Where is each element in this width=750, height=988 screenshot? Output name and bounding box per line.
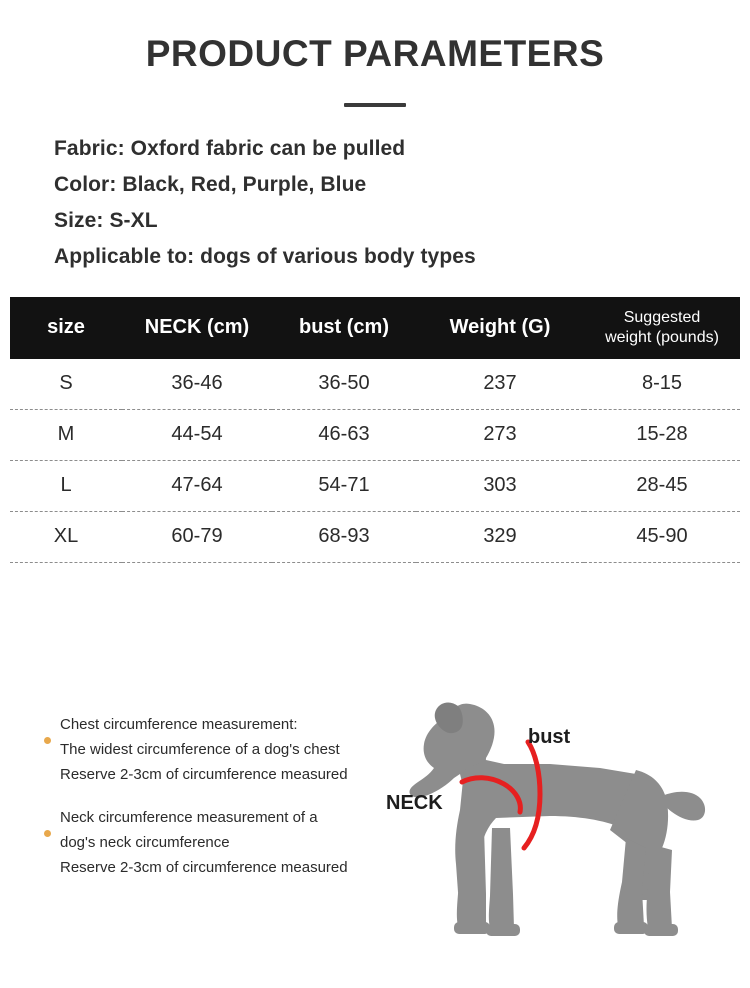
cell-bust: 68-93 bbox=[272, 511, 416, 562]
size-table bbox=[10, 297, 740, 563]
note-chest-line-2: The widest circumference of a dog's chest bbox=[60, 741, 340, 758]
col-header-weight: Weight (G) bbox=[449, 316, 551, 339]
label-neck: NECK bbox=[386, 792, 443, 814]
spec-item-size: Size: S-XL bbox=[54, 208, 158, 232]
note-neck-line-2: dog's neck circumference bbox=[60, 834, 230, 851]
cell-bust: 46-63 bbox=[272, 409, 416, 460]
table-header-row bbox=[10, 297, 740, 359]
measurement-notes bbox=[42, 712, 422, 898]
note-neck-line-3: Reserve 2-3cm of circumference measured bbox=[60, 859, 348, 876]
col-header-suggested-weight-line1: Suggested bbox=[623, 308, 701, 326]
size-table-head bbox=[10, 297, 740, 359]
cell-size: M bbox=[10, 409, 122, 460]
note-chest-line-3: Reserve 2-3cm of circumference measured bbox=[60, 766, 348, 783]
table-row bbox=[10, 409, 740, 460]
table-row bbox=[10, 359, 740, 410]
cell-neck: 36-46 bbox=[122, 359, 272, 410]
bullet-icon bbox=[44, 737, 51, 744]
cell-neck: 60-79 bbox=[122, 511, 272, 562]
cell-neck: 44-54 bbox=[122, 409, 272, 460]
cell-neck: 47-64 bbox=[122, 460, 272, 511]
label-bust: bust bbox=[528, 726, 571, 748]
cell-weight: 329 bbox=[416, 511, 584, 562]
note-chest bbox=[42, 712, 422, 787]
cell-weight: 273 bbox=[416, 409, 584, 460]
cell-suggested-weight: 8-15 bbox=[584, 359, 740, 410]
col-header-neck: NECK (cm) bbox=[144, 316, 250, 339]
cell-size: XL bbox=[10, 511, 122, 562]
col-header-suggested-weight bbox=[584, 297, 740, 359]
spec-item-color: Color: Black, Red, Purple, Blue bbox=[54, 172, 367, 196]
col-header-size: size bbox=[47, 316, 85, 339]
spec-item-fabric: Fabric: Oxford fabric can be pulled bbox=[54, 136, 406, 160]
cell-bust: 36-50 bbox=[272, 359, 416, 410]
cell-bust: 54-71 bbox=[272, 460, 416, 511]
cell-size: S bbox=[10, 359, 122, 410]
dog-diagram bbox=[386, 678, 740, 978]
spec-list bbox=[0, 131, 750, 275]
note-neck-line-1: Neck circumference measurement of a bbox=[60, 809, 318, 826]
cell-suggested-weight: 28-45 bbox=[584, 460, 740, 511]
cell-weight: 303 bbox=[416, 460, 584, 511]
table-row bbox=[10, 460, 740, 511]
spec-item-applicable: Applicable to: dogs of various body types bbox=[54, 244, 476, 268]
measurement-guide-section bbox=[0, 668, 750, 988]
note-chest-line-1: Chest circumference measurement: bbox=[60, 716, 298, 733]
bullet-icon bbox=[44, 830, 51, 837]
size-table-wrapper bbox=[0, 297, 750, 563]
cell-weight: 237 bbox=[416, 359, 584, 410]
size-table-body bbox=[10, 359, 740, 563]
cell-size: L bbox=[10, 460, 122, 511]
dog-silhouette-icon bbox=[400, 678, 740, 978]
col-header-suggested-weight-line2: weight (pounds) bbox=[605, 328, 719, 346]
table-row bbox=[10, 511, 740, 562]
cell-suggested-weight: 15-28 bbox=[584, 409, 740, 460]
page-title: PRODUCT PARAMETERS bbox=[145, 33, 605, 74]
col-header-bust: bust (cm) bbox=[299, 316, 389, 339]
note-neck bbox=[42, 805, 422, 880]
title-divider bbox=[344, 103, 406, 107]
cell-suggested-weight: 45-90 bbox=[584, 511, 740, 562]
